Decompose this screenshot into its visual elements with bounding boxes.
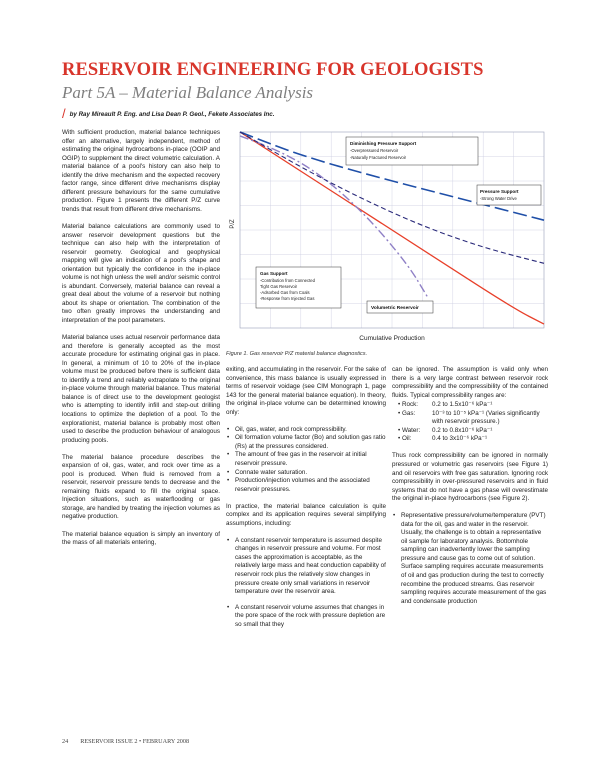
legend-line: -Contribution from Connected: [260, 278, 315, 283]
legend-box: [477, 185, 541, 205]
legend-line: -Overpressured Reservoir: [350, 148, 399, 153]
x-axis-label: Cumulative Production: [359, 335, 425, 342]
article-title: RESERVOIR ENGINEERING FOR GEOLOGISTS: [62, 60, 484, 80]
comp-name: • Gas:: [398, 409, 416, 417]
pz-chart: [226, 129, 548, 347]
legend-line: -Adsorbed Gas from Coals: [260, 290, 310, 295]
legend-title: Volumetric Reservoir: [371, 306, 419, 311]
requirements-list: [226, 426, 386, 494]
comp-value: 0.2 to 0.8x10⁻⁶ kPa⁻¹: [432, 426, 493, 434]
column-3: [392, 366, 548, 615]
pvt-list: [392, 512, 548, 606]
article-subtitle: Part 5A – Material Balance Analysis: [62, 83, 314, 102]
column-1: [62, 129, 220, 556]
issue-label: RESERVOIR ISSUE 2 • FEBRUARY 2008: [80, 738, 190, 745]
assumptions-list: [226, 537, 386, 629]
list-item: • Oil formation volume factor (Bo) and solution gas ratio (Rs) at the pressures considered.: [226, 434, 386, 451]
legend-line: -Strong Water Drive: [480, 196, 517, 201]
comp-value: 0.2 to 1.5x10⁻⁶ kPa⁻¹: [432, 401, 493, 409]
list-item: • A constant reservoir temperature is assumed despite changes in reservoir pressure and volume. For most cases the approximation is acceptable, as the relatively large mass and heat conduction capability of reservoir rock plus the relatively slow changes in pressure create only small variations in reservoir temperature over the reservoir area.: [226, 537, 386, 597]
figure-1: [226, 129, 548, 347]
compressibility-list: [392, 401, 548, 444]
legend-gas-support: [256, 267, 341, 308]
column-2: [226, 366, 386, 638]
page-footer: [62, 738, 362, 745]
legend-diminishing: [346, 137, 478, 165]
paragraph: Thus rock compressibility can be ignored in normally pressured or volumetric gas reservoirs (see Figure 1) and oil reservoirs with free gas saturation. Ignoring rock compressibility in over-pressured reservoirs and in fluid systems that do not have a gas phase will overestimate the original in-place hydrocarbons (see Figure 2).: [392, 452, 548, 503]
paragraph: can be ignored. The assumption is valid only when there is a very large contrast between reservoir rock compressibility and the compressibility of the contained fluids. Typical compressibility ranges are:: [392, 366, 548, 399]
comp-name: • Rock:: [398, 401, 419, 409]
figure-caption: Figure 1. Gas reservoir P/Z material balance diagnostics.: [226, 351, 368, 357]
comp-value: 10⁻³ to 10⁻⁵ kPa⁻¹ (Varies significantly with reservoir pressure.): [432, 409, 540, 426]
byline: [62, 106, 562, 121]
comp-name: • Water:: [398, 426, 421, 434]
paragraph: Material balance uses actual reservoir performance data and therefore is generally accepted as the most accurate procedure for estimating original gas in place. In general, a minimum of 10 to 20% of the in-place volume must be produced before there is sufficient data to identify a trend and reliably extrapolate to the original in-place volume through material balance. Thus material balance is of direct use to the development geologist who is attempting to identify infill and step-out drilling locations to optimize the depletion of a pool. To the explorationist, material balance is probably most often used to describe the production behaviour of analogous producing pools.: [62, 334, 220, 444]
list-item: [392, 427, 548, 436]
list-item: • Connate water saturation.: [226, 469, 386, 478]
legend-volumetric: [367, 301, 433, 313]
paragraph: The material balance equation is simply an inventory of the mass of all materials entering,: [62, 530, 220, 547]
paragraph: In practice, the material balance calculation is quite complex and its application requires several simplifying assumptions, including:: [226, 502, 386, 527]
legend-pressure-support: [477, 185, 541, 205]
paragraph: With sufficient production, material balance techniques offer an alternative, largely independent, method of estimating the original hydrocarbons in-place (OOIP and OGIP) to supplement the direct volumetric calculation. A material balance of a pool's history can also help to identify the drive mechanism and the expected recovery factor range, since different drive mechanisms display different pressure behaviours for the same cumulative production. Figure 1 presents the different P/Z curve trends that result from different drive mechanisms.: [62, 129, 220, 213]
legend-title: Pressure Support: [480, 189, 519, 194]
list-item: [392, 410, 548, 427]
legend-title: Diminishing Pressure Support: [350, 141, 417, 146]
byline-text: by Ray Mireault P. Eng. and Lisa Dean P. Geol., Fekete Associates Inc.: [69, 111, 275, 118]
list-item: [392, 401, 548, 410]
paragraph: exiting, and accumulating in the reservoir. For the sake of convenience, this mass balance is usually expressed in terms of reservoir voidage (see CIM Monograph 1, page 143 for the general material balance equation). In theory, the original in-place volume can be determined knowing only:: [226, 366, 386, 416]
list-item: • The amount of free gas in the reservoir at initial reservoir pressure.: [226, 451, 386, 468]
comp-name: • Oil:: [398, 435, 412, 443]
legend-line: -Naturally Fractured Reservoir: [350, 155, 407, 160]
byline-bar-icon: /: [62, 106, 66, 121]
list-item: • Representative pressure/volume/temperature (PVT) data for the oil, gas and water in the reservoir. Usually, the challenge is to obtain a representative oil sample for laboratory analysis. Bottomhole sampling can inadvertently lower the sampling pressure and cause gas to come out of solution. Surface sampling requires accurate measurements of oil and gas production during the test to correctly recombine the produced streams. Gas reservoir sampling requires accurate measurement of the gas and condensate production: [392, 512, 548, 606]
legend-title: Gas Support: [260, 271, 288, 276]
page-number: 24: [62, 738, 69, 745]
list-item: • Production/injection volumes and the associated reservoir pressures.: [226, 477, 386, 494]
list-item: • A constant reservoir volume assumes that changes in the pore space of the rock with pressure depletion are so small that they: [226, 604, 386, 630]
paragraph: Material balance calculations are commonly used to answer reservoir development questions but the technique can also help with the interpretation of reservoir geometry. Geological and geophysical mapping will give an indication of a pool's shape and orientation but typically the confidence in the in-place volume is not high unless the well and/or seismic control is abundant. Conversely, material balance can reveal a great deal about the volume of a reservoir but nothing about its shape or orientation. The combination of the two often greatly improves the understanding and interpretation of the pool parameters.: [62, 222, 220, 324]
list-item: [392, 435, 548, 444]
paragraph: The material balance procedure describes the expansion of oil, gas, water, and rock over time as a pool is produced. When fluid is removed from a reservoir, reservoir pressure tends to decrease and the remaining fluids expand to fill the original space. Injection situations, such as waterflooding or gas storage, are handled by treating the injection volumes as negative production.: [62, 453, 220, 521]
legend-line: Tight Gas Reservoir: [260, 284, 298, 289]
legend-line: -Response from Injected Gas: [260, 296, 315, 301]
comp-value: 0.4 to 3x10⁻⁶ kPa⁻¹: [432, 435, 488, 443]
list-item: • Oil, gas, water, and rock compressibility.: [226, 426, 386, 435]
y-axis-label: P/Z: [230, 219, 236, 229]
